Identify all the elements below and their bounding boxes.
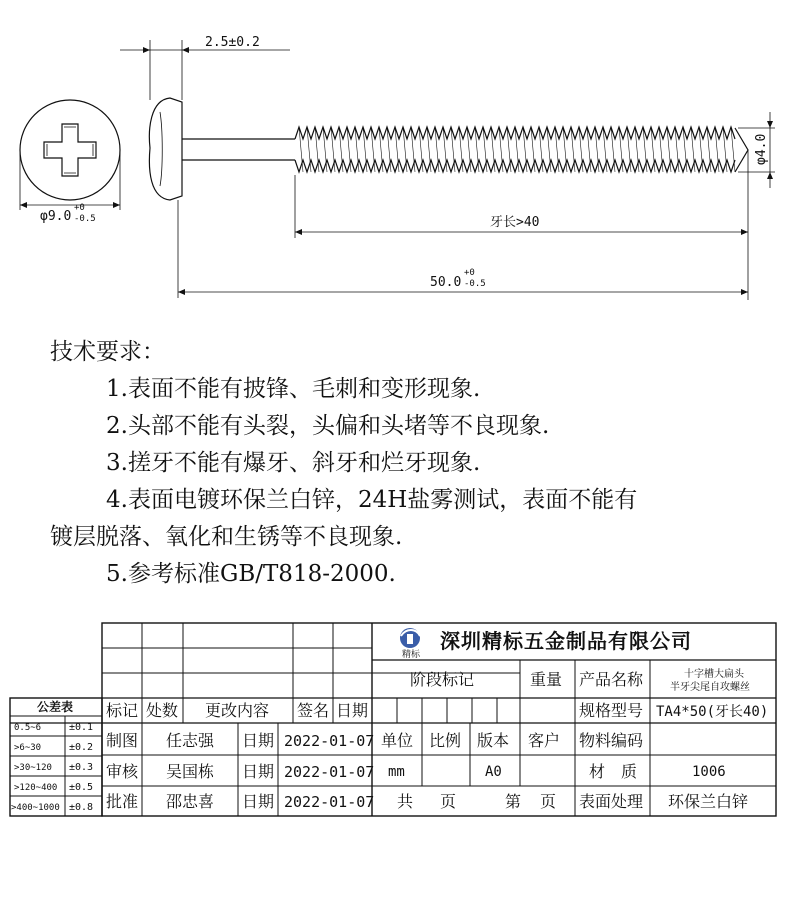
dim-head-thickness: 2.5±0.2: [205, 35, 260, 50]
tolerance-range-2: >6~30: [14, 743, 42, 753]
signoff-date-drawn: 2022-01-07: [284, 732, 375, 750]
material-label: 材 质: [589, 762, 638, 781]
customer-label: 客户: [528, 731, 561, 750]
material-code-label: 物料编码: [579, 731, 644, 750]
requirement-item-4: 4.表面电镀环保兰白锌，24H盐雾测试，表面不能有: [106, 487, 638, 513]
rev-header-count: 处数: [146, 701, 179, 720]
requirement-item-3: 3.搓牙不能有爆牙、斜牙和烂牙现象.: [106, 450, 481, 476]
dim-head-diameter-tol-minus: -0.5: [74, 214, 96, 224]
signoff-date-checked: 2022-01-07: [284, 763, 375, 781]
tolerance-value-3: ±0.3: [69, 762, 94, 773]
weight-label: 重量: [530, 670, 563, 689]
dim-total-length: 50.0: [430, 275, 462, 290]
scale-label: 比例: [429, 731, 462, 750]
thread-profile: [295, 160, 735, 172]
tolerance-header: 公差表: [37, 700, 74, 714]
surface-value: 环保兰白锌: [668, 792, 749, 811]
dim-head-diameter-tol-plus: +0: [74, 203, 85, 213]
version-value: A0: [485, 764, 502, 780]
company-name: 深圳精标五金制品有限公司: [440, 629, 692, 653]
spec-label: 规格型号: [579, 701, 644, 720]
requirement-item-5: 5.参考标准GB/T818-2000.: [106, 561, 396, 587]
tolerance-range-3: >30~120: [14, 763, 52, 773]
spec-value: TA4*50(牙长40): [656, 704, 769, 720]
total-pages-label: 共: [397, 792, 414, 811]
tolerance-value-2: ±0.2: [69, 742, 94, 753]
signoff-role-approved: 批准: [106, 792, 139, 811]
company-logo: [400, 628, 421, 660]
rev-header-sign: 签名: [297, 701, 330, 720]
screw-drawing: [0, 0, 790, 320]
product-name-line2: 半牙尖尾自攻螺丝: [670, 682, 750, 693]
tolerance-value-5: ±0.8: [69, 802, 94, 813]
page-unit-label-1: 页: [440, 792, 457, 811]
surface-label: 表面处理: [579, 792, 644, 811]
product-name-label: 产品名称: [579, 670, 644, 689]
signoff-role-drawn: 制图: [106, 731, 139, 750]
dim-thread-length: 牙长>40: [490, 215, 540, 230]
dim-total-length-tol-minus: -0.5: [464, 279, 486, 289]
unit-value: mm: [388, 764, 405, 780]
requirement-item-4-cont: 镀层脱落、氧化和生锈等不良现象.: [50, 524, 403, 550]
product-name-line1: 十字槽大扁头: [684, 669, 744, 680]
material-value: 1006: [692, 764, 726, 780]
sheet-label: 第: [505, 792, 522, 811]
tolerance-range-5: >400~1000: [11, 803, 60, 813]
signoff-name-drawn: 任志强: [166, 731, 215, 750]
dim-total-length-tol-plus: +0: [464, 268, 475, 278]
requirement-item-2: 2.头部不能有头裂，头偏和头堵等不良现象.: [106, 413, 550, 439]
tolerance-value-1: ±0.1: [69, 722, 94, 733]
dim-thread-diameter: φ4.0: [754, 133, 769, 165]
tolerance-value-4: ±0.5: [69, 782, 94, 793]
logo-text: 精标: [402, 650, 421, 660]
tolerance-range-4: >120~400: [14, 783, 58, 793]
dim-head-diameter: φ9.0: [40, 209, 72, 224]
version-label: 版本: [477, 731, 510, 750]
requirements-title: 技术要求：: [50, 339, 165, 365]
stage-mark-label: 阶段标记: [410, 670, 475, 689]
technical-requirements: [50, 334, 770, 593]
signoff-name-approved: 邵忠喜: [166, 792, 215, 811]
signoff-role-checked: 审核: [106, 762, 139, 781]
requirement-item-1: 1.表面不能有披锋、毛刺和变形现象.: [106, 376, 481, 402]
signoff-datelabel-drawn: 日期: [242, 731, 275, 750]
unit-label: 单位: [381, 731, 414, 750]
tolerance-range-1: 0.5~6: [14, 723, 42, 733]
head-top-view: [20, 100, 120, 200]
rev-header-date: 日期: [336, 701, 369, 720]
screw-side-view: [149, 98, 748, 200]
signoff-datelabel-approved: 日期: [242, 792, 275, 811]
signoff-name-checked: 吴国栋: [166, 762, 215, 781]
rev-header-mark: 标记: [106, 701, 139, 720]
page-unit-label-2: 页: [540, 792, 557, 811]
signoff-datelabel-checked: 日期: [242, 762, 275, 781]
rev-header-content: 更改内容: [205, 701, 270, 720]
signoff-date-approved: 2022-01-07: [284, 793, 375, 811]
